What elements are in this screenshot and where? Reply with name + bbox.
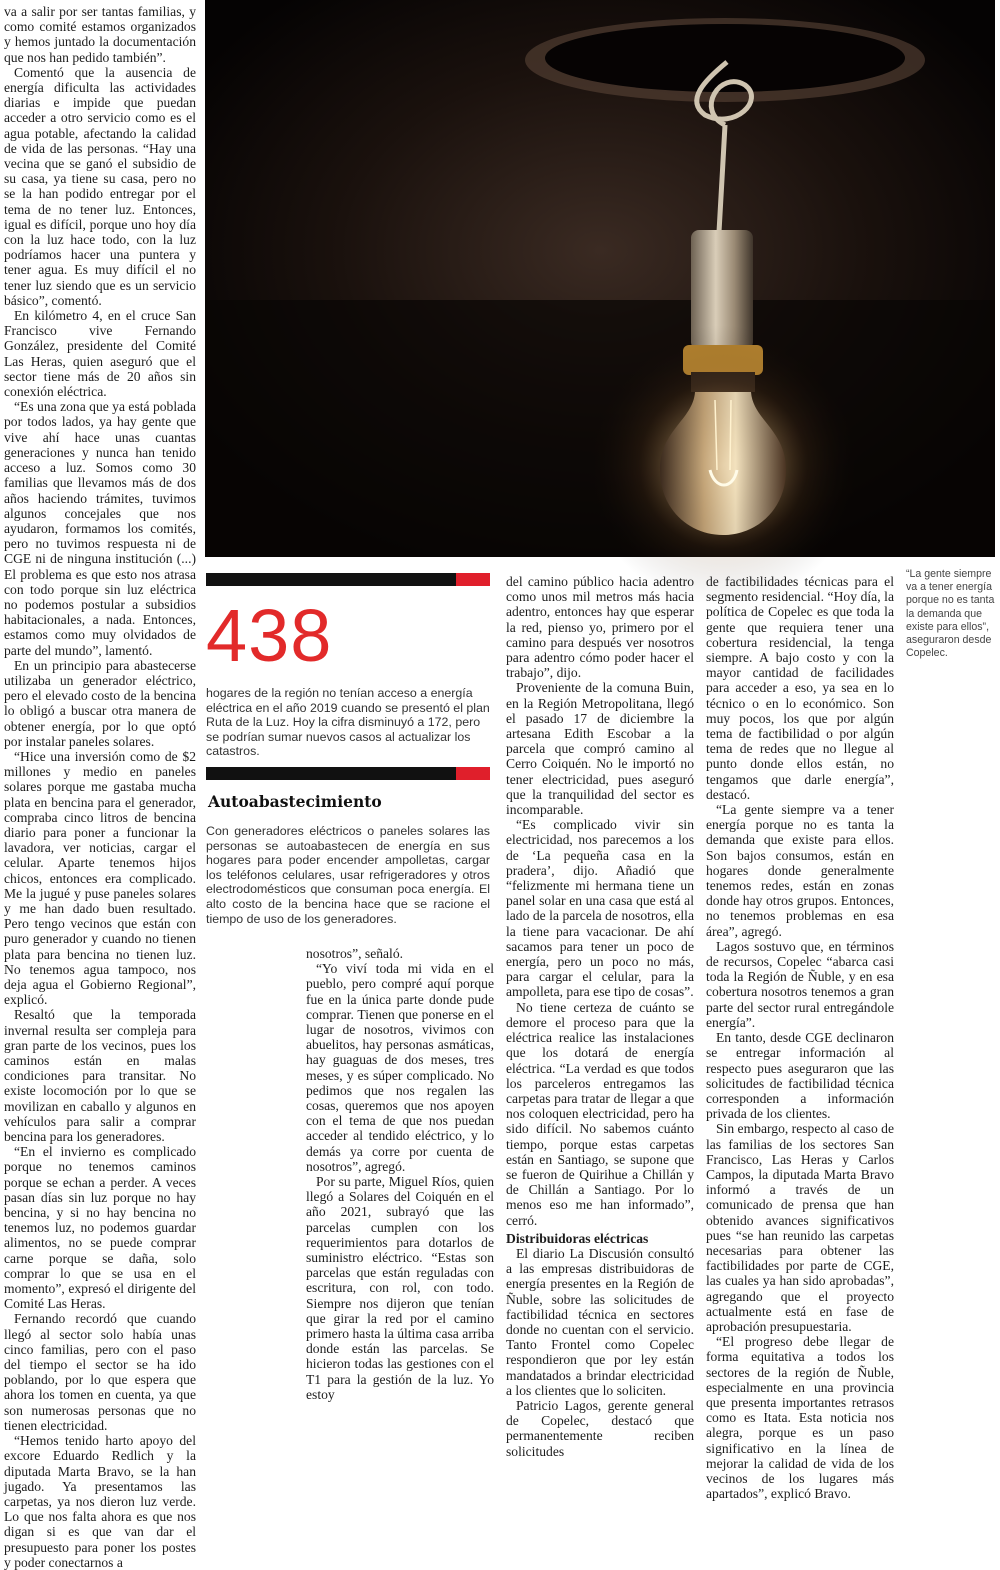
paragraph: va a salir por ser tantas familias, y como comité estamos organizados y hemos juntado la documentación que nos han pedido también”. xyxy=(4,4,196,65)
paragraph: “En el invierno es complicado porque no tenemos caminos porque se echan a perder. A veces pasan días sin luz porque no hay bencina, y si no hay bencina no tenemos luz, no podemos guardar alimentos, no se puede comprar carne porque se daña, solo comprar lo que se usa en el momento”, expresó el dirigente del Comité Las Heras. xyxy=(4,1144,196,1312)
paragraph: “Es complicado vivir sin electricidad, nos parecemos a los de ‘La pequeña casa en la pradera’, dijo. Añadió que “felizmente mi hermana tiene un panel solar en una casa que está al lado de la parcela de nosotros, ella la tiene para vacacionar. De ahí sacamos para tener un poco de energía, pero un poco no más, para cargar el celular, para la ampolleta, para ese tipo de cosas”. xyxy=(506,817,694,1000)
paragraph: “La gente siempre va a tener energía porque no es tanta la demanda que existe para ellos. Son bajos consumos, están en hogares donde generalmente tenemos redes, están en zonas donde hay otros grupos. Entonces, no tenemos problemas en esa área”, agregó. xyxy=(706,802,894,939)
paragraph: “Hice una inversión como de $2 millones y medio en paneles solares porque me gastaba mucha plata en bencina para el generador, compraba cinco litros de bencina diario para poner a funcionar la lavadora, ver noticias, cargar el celular. Aparte tenemos hijos chicos, entonces era complicado. Me la jugué y puse paneles solares y me han dado buen resultado. Pero tengo vecinos que están con puro generador y cuando no tienen plata para bencina no tienen luz. No tenemos agua tampoco, nos deja agua el Gobierno Regional”, explicó. xyxy=(4,748,196,1008)
paragraph: Resaltó que la temporada invernal resulta ser compleja para gran parte de los vecinos, pues los caminos están en malas condiciones para transitar. No existe locomoción por lo que se movilizan en caballo y algunos en vehículos para salir a comprar bencina para los generadores. xyxy=(4,1007,196,1145)
stat-divider-accent xyxy=(456,573,490,586)
paragraph: Por su parte, Miguel Ríos, quien llegó a Solares del Coiquén en el año 2021, subrayó que las parcelas cumplen con los requerimientos para dotarlos de suministro eléctrico. “Estas son parcelas que están reguladas con escritura, con rol, con todo. Siempre nos dijeron que tenían que girar la red por el camino primero hasta la última casa arriba donde están las parcelas. Se hicieron todas las gestiones con el T1 para la gestión de la luz. Yo estoy xyxy=(306,1174,494,1402)
lightbulb-photo xyxy=(205,0,995,557)
paragraph: “Es una zona que ya está poblada por todos lados, ya hay gente que vive ahí hace unas cuantas generaciones y nunca han tenido acceso a luz. Somos como 30 familias que llevamos más de dos años haciendo trámites, tuvimos algunos concejales que nos ayudaron, formamos los comités, pero no tuvimos respuesta ni de CGE ni de ninguna institución (...) El problema es que esto nos atrasa con todo porque sin luz eléctrica no podemos postular a subsidios habitacionales, a nada. Entonces, estamos como muy olvidados de parte del mundo”, lamentó. xyxy=(4,399,196,658)
paragraph: Proveniente de la comuna Buin, en la Región Metropolitana, llegó el pasado 17 de diciembre la artesana Edith Escobar a la parcela que compró camino al Cerro Coiquén. No le importó no tener electricidad, pues aseguró que la tranquilidad del sector es incomparable. xyxy=(506,680,694,818)
paragraph: En tanto, desde CGE declinaron se entregar información al respecto pues aseguraron que las solicitudes de factibilidad técnica corresponden a información privada de los clientes. xyxy=(706,1030,894,1122)
paragraph: Patricio Lagos, gerente general de Copelec, destacó que permanentemente reciben solicitudes xyxy=(506,1397,694,1459)
box-divider-bar xyxy=(206,767,490,780)
paragraph: del camino público hacia adentro como unos mil metros más hacia adentro, entonces hay que esperar la red, pienso yo, primero por el camino para después ver nosotros para adentro cómo poder hacer el trabajo”, dijo. xyxy=(506,574,694,681)
paragraph: En kilómetro 4, en el cruce San Francisco vive Fernando González, presidente del Comité Las Heras, quien aseguró que el sector tiene más de 20 años sin conexión eléctrica. xyxy=(4,308,196,400)
box-divider-accent xyxy=(456,767,490,780)
paragraph: de factibilidades técnicas para el segmento residencial. “Hoy día, la política de Copelec es que toda la gente que requiera tener una cobertura residencial, la tenga siempre. A bajo costo y con la mayor cantidad de facilidades para acceder a eso, ya sea en lo técnico o en lo económico. Son muy pocos, los que por algún tema de factibilidad o por algún tema de redes que no llegue al punto donde ellos están, no tengamos que darle energía”, destacó. xyxy=(706,574,894,802)
lightbulb-illustration xyxy=(205,0,995,557)
paragraph: Sin embargo, respecto al caso de las familias de los sectores San Francisco, Las Heras y Carlos Campos, la diputada Marta Bravo informó a través de un comunicado de prensa que han obtenido avances significativos pues “se han reunido las carpetas necesarias para obtener las factibilidades por parte de CGE, las cuales ya han sido aprobadas”, agregando que el proyecto actualmente está en fase de aprobación presupuestaria. xyxy=(706,1121,894,1334)
article-column-3 xyxy=(506,574,694,1459)
paragraph: Comentó que la ausencia de energía dificulta las actividades diarias e impide que puedan acceder a otro servicio como es el agua potable, afectando la calidad de vida de las personas. “Hay una vecina que se ganó el subsidio de su casa, ya tiene su casa, pero no se la han podido entregar por el tema de no tener luz. Entonces, igual es difícil, porque uno hoy día con la luz hace todo, con la luz podríamos hacer una puntera y tener agua. Es muy difícil el no tener luz siendo que es un servicio básico”, comentó. xyxy=(4,64,196,308)
box-heading: Autoabastecimiento xyxy=(208,792,382,811)
stat-number: 438 xyxy=(206,594,333,677)
paragraph: Fernando recordó que cuando llegó al sector solo había unas cinco familias, pero con el paso del tiempo el sector se ha ido poblando, por lo que espera que ahora los tomen en cuenta, ya que son numerosas personas que no tienen electricidad. xyxy=(4,1311,196,1433)
paragraph: “Yo viví toda mi vida en el pueblo, pero compré aquí porque fue en la única parte donde pude comprar. Tienen que ponerse en el lugar de nosotros, vivimos con abuelitos, hay personas asmáticas, hay guaguas de dos meses, tres meses, y es súper complicado. No pedimos que nos regalen las cosas, queremos que nos apoyen con el tema de que nos puedan acceder al tendido eléctrico, y lo demás ya corre por cuenta de nosotros”, agregó. xyxy=(306,961,494,1174)
stat-caption: hogares de la región no tenían acceso a energía eléctrica en el año 2019 cuando se presentó el plan Ruta de la Luz. Hoy la cifra disminuyó a 172, pero se podrían sumar nuevos casos al actualizar los catastros. xyxy=(206,686,490,759)
section-subheading: Distribuidoras eléctricas xyxy=(506,1230,649,1246)
paragraph: El diario La Discusión consultó a las empresas distribuidoras de energía presentes en la Región de Ñuble, sobre las solicitudes de factibilidad técnica en sectores donde no cuentan con el servicio. Tanto Frontel como Copelec respondieron que por ley están mandatados a brindar electricidad a los clientes que lo soliciten. xyxy=(506,1245,694,1398)
paragraph: “El progreso debe llegar de forma equitativa a todos los sectores de la región de Ñuble, especialmente en una provincia que presenta importantes retrasos como es Itata. Esta noticia nos alegra, porque es un paso significativo en la línea de mejorar la calidad de vida de los vecinos de los lugares más apartados”, explicó Bravo. xyxy=(706,1334,894,1502)
paragraph: “Hemos tenido harto apoyo del excore Eduardo Redlich y la diputada Marta Bravo, se la han jugado. Ya presentamos las carpetas, ya nos dieron luz verde. Lo que nos falta ahora es que nos digan si es que van dar el presupuesto para poner los postes y poder conectarnos a xyxy=(4,1433,196,1570)
paragraph: No tiene certeza de cuánto se demore el proceso para que la eléctrica realice las instalaciones que los dotará de energía eléctrica. “La verdad es que todos los parceleros entregamos las carpetas para tratar de llegar a que nos coloquen electricidad, pero ha sido difícil. No sabemos cuánto tiempo, porque estas carpetas están en Santiago, se supone que se fueron de Quirihue a Chillán y de Chillán a Santiago. Por lo menos eso me han informado”, cerró. xyxy=(506,999,694,1228)
paragraph: En un principio para abastecerse utilizaba un generador eléctrico, pero el elevado costo de la bencina lo obligó a buscar otra manera de obtener energía, por lo que optó por instalar paneles solares. xyxy=(4,657,196,749)
article-column-2 xyxy=(306,946,494,1402)
paragraph: nosotros”, señaló. xyxy=(306,946,404,961)
article-column-1 xyxy=(4,4,196,1570)
article-column-4 xyxy=(706,574,894,1501)
stat-divider-bar xyxy=(206,573,490,586)
pull-quote: “La gente siempre va a tener energía porque no es tanta la demanda que existe para ellos”, aseguraron desde Copelec. xyxy=(906,568,995,660)
box-text: Con generadores eléctricos o paneles solares las personas se autoabastecen de energía en sus hogares para poder encender ampolletas, cargar los teléfonos celulares, usar refrigeradores y otros electrodomésticos que consuman poca energía. El alto costo de la bencina hace que se racione el tiempo de uso de los generadores. xyxy=(206,824,490,926)
paragraph: Lagos sostuvo que, en términos de recursos, Copelec “abarca casi toda la Región de Ñuble, y en esa cobertura nosotros tenemos a gran parte del sector rural entregándole energía”. xyxy=(706,938,894,1030)
